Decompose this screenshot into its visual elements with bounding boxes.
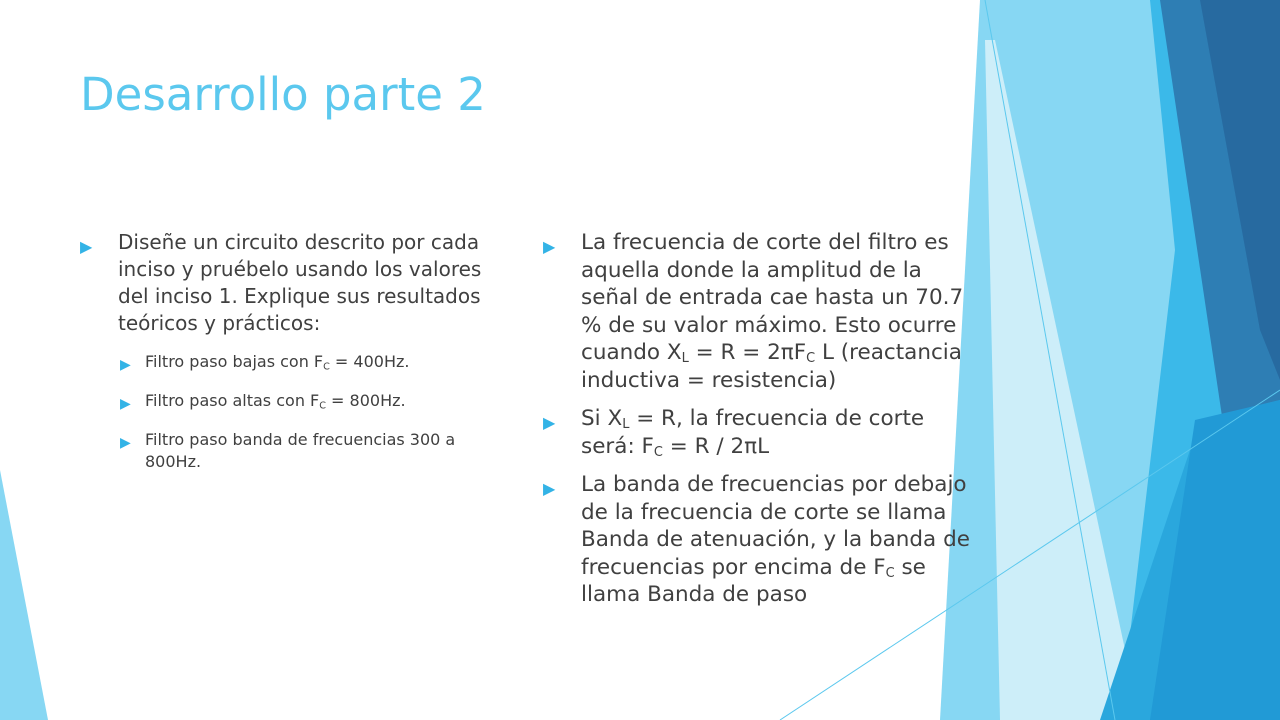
subscript: C [885, 565, 895, 581]
text-part: La frecuencia de corte del filtro es aquella donde la amplitud de la señal de entrada cae hasta un 70.7 % de su valor máximo. Esto ocurre cuando X [581, 230, 964, 365]
text-part: = R = 2πF [688, 340, 807, 365]
left-item-bandpass [120, 429, 500, 473]
subscript: C [806, 351, 816, 367]
right-bullet-bands [543, 471, 973, 609]
text-part: se llama Banda de paso [581, 554, 926, 607]
right-column [543, 229, 973, 620]
left-corner-triangle [0, 470, 48, 720]
subscript: L [622, 417, 630, 433]
text-part: = R, la frecuencia de corte será: F [581, 406, 925, 459]
triangle-right-icon: ▶ [120, 357, 131, 373]
left-item-highpass [120, 390, 500, 412]
item-text-post: = 800Hz. [325, 391, 406, 410]
item-text-sub: C [323, 361, 330, 373]
slide-title: Desarrollo parte 2 [80, 68, 486, 121]
item-text-sub: C [319, 400, 326, 412]
left-column [80, 229, 500, 490]
left-intro-bullet [80, 229, 500, 337]
text-part: = R / 2πL [662, 433, 770, 459]
left-item-lowpass [120, 351, 500, 373]
text-part: Si X [581, 406, 623, 431]
right-bullet-cutoff-formula [543, 405, 973, 460]
triangle-right-icon: ▶ [543, 413, 556, 432]
item-text-pre: Filtro paso bajas con F [145, 352, 324, 371]
item-text: Filtro paso banda de frecuencias 300 a 800Hz. [145, 430, 456, 471]
triangle-right-icon: ▶ [120, 396, 131, 412]
triangle-right-icon: ▶ [543, 479, 556, 498]
text-part: La banda de frecuencias por debajo de la frecuencia de corte se llama Banda de atenuación, y la banda de frecuencias por encima de F [581, 472, 970, 580]
right-bullet-cutoff-definition [543, 229, 973, 394]
left-intro-text: Diseñe un circuito descrito por cada inciso y pruébelo usando los valores del inciso 1. Explique sus resultados teóricos y prácticos: [118, 230, 482, 335]
subscript: C [653, 444, 663, 460]
item-text-pre: Filtro paso altas con F [145, 391, 320, 410]
triangle-right-icon: ▶ [543, 237, 556, 256]
triangle-right-icon: ▶ [80, 237, 93, 256]
triangle-right-icon: ▶ [120, 435, 131, 451]
text-part: L (reactancia inductiva = resistencia) [581, 340, 962, 393]
item-text-post: = 400Hz. [329, 352, 410, 371]
subscript: L [681, 351, 689, 367]
